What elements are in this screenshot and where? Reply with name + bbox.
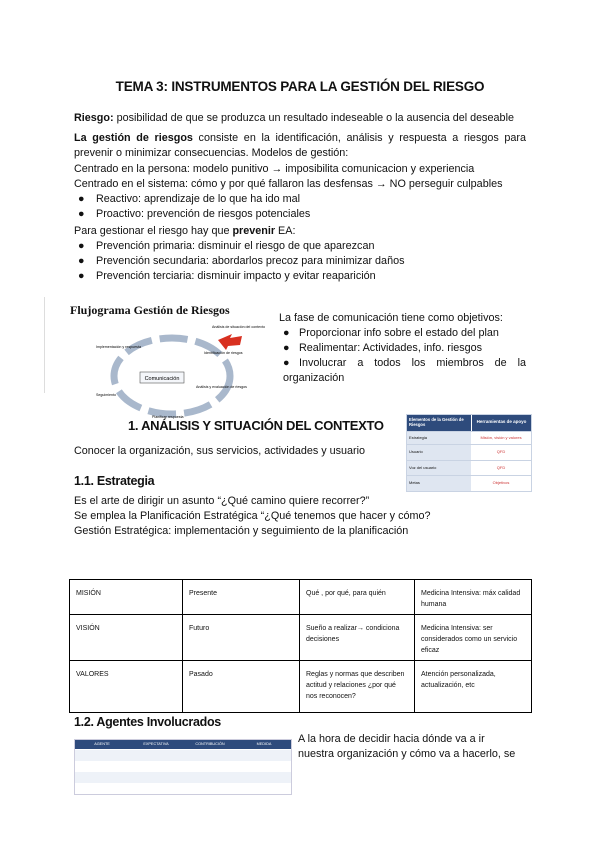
subsection-heading: 1.2. Agentes Involucrados bbox=[74, 715, 221, 729]
tools-table bbox=[406, 414, 532, 492]
list-item: ● Prevención terciaria: disminuir impacto y evitar reaparición bbox=[78, 270, 376, 282]
flujograma-title: Flujograma Gestión de Riesgos bbox=[70, 303, 230, 317]
table-row bbox=[75, 772, 291, 783]
tools-cell: Misión, visión y valores bbox=[480, 435, 522, 440]
agentes-table bbox=[74, 739, 292, 795]
gestion-text: consiste en la identificación, análisis y respuesta a riesgos para prevenir o minimizar consecuencias. Modelos de gestión: bbox=[74, 132, 526, 159]
node-label: Análisis de situación del contexto bbox=[212, 325, 265, 329]
table-cell: Qué , por qué, para quién bbox=[300, 580, 415, 615]
section1-intro: Conocer la organización, sus servicios, actividades y usuario bbox=[74, 445, 366, 457]
table-cell: Presente bbox=[183, 580, 300, 615]
list-item: ● Involucrar a todos los miembros de la organización bbox=[283, 357, 526, 384]
table-cell: Medicina Intensiva: máx calidad humana bbox=[415, 580, 532, 615]
table-row bbox=[70, 580, 532, 615]
estrategia-line: Gestión Estratégica: implementación y seguimiento de la planificación bbox=[74, 525, 409, 537]
subsection-heading: 1.1. Estrategia bbox=[74, 474, 155, 488]
divider bbox=[44, 297, 45, 393]
agentes-header: EXPECTATIVA bbox=[143, 742, 169, 746]
table-cell: VALORES bbox=[70, 661, 183, 713]
page-title: TEMA 3: INSTRUMENTOS PARA LA GESTIÓN DEL RIESGO bbox=[115, 79, 485, 94]
table-cell: VISIÓN bbox=[70, 615, 183, 661]
red-arrow-icon bbox=[218, 334, 242, 350]
table-cell: Sueño a realizar→ condiciona decisiones bbox=[300, 615, 415, 661]
table-cell: Futuro bbox=[183, 615, 300, 661]
tools-cell: Voz del usuario bbox=[407, 461, 471, 475]
node-label: Análisis y evaluación de riesgos bbox=[196, 385, 247, 389]
tools-header: Herramientas de apoyo bbox=[471, 415, 531, 431]
tools-header: Elementos de la Gestión de Riesgos bbox=[407, 415, 471, 431]
comunicacion-intro: La fase de comunicación tiene como objetivos: bbox=[279, 312, 503, 324]
section-heading: 1. ANÁLISIS Y SITUACIÓN DEL CONTEXTO bbox=[128, 418, 384, 433]
gestion-sistema: Centrado en el sistema: cómo y por qué fallaron las desfensas → NO perseguir culpables bbox=[74, 178, 503, 190]
gestion-persona: Centrado en la persona: modelo punitivo → imposibilita comunicacion y experiencia bbox=[74, 163, 475, 175]
node-label: Seguimiento bbox=[96, 393, 116, 397]
table-row bbox=[70, 615, 532, 661]
riesgo-definition bbox=[74, 111, 514, 125]
riesgo-term: Riesgo: bbox=[74, 112, 114, 124]
table-cell: Atención personalizada, actualización, etc bbox=[415, 661, 532, 713]
table-row bbox=[75, 749, 291, 761]
gestion-term: La gestión de riesgos bbox=[74, 132, 193, 144]
node-label: Identificación de riesgos bbox=[204, 351, 243, 355]
table-row bbox=[70, 661, 532, 713]
table-cell: Medicina Intensiva: ser considerados como un servicio eficaz bbox=[415, 615, 532, 661]
table-cell: Pasado bbox=[183, 661, 300, 713]
agentes-text: A la hora de decidir hacia dónde va a ir bbox=[298, 733, 485, 745]
center-label: Comunicación bbox=[144, 376, 180, 382]
table-row bbox=[75, 783, 291, 793]
agentes-header: CONTRIBUCIÓN bbox=[195, 742, 225, 746]
tools-cell: QFD bbox=[496, 465, 506, 470]
flujograma-diagram bbox=[92, 318, 272, 428]
agentes-text: nuestra organización y cómo va a hacerlo, se bbox=[298, 748, 516, 760]
tools-cell: Estrategia bbox=[407, 432, 471, 444]
table-row bbox=[75, 761, 291, 772]
estrategia-line: Se emplea la Planificación Estratégica “¿Qué tenemos que hacer y cómo? bbox=[74, 510, 431, 522]
agentes-header: AGENTE bbox=[94, 742, 110, 746]
list-item: ● Prevención primaria: disminuir el riesgo de que aparezcan bbox=[78, 240, 375, 252]
riesgo-text: posibilidad de que se produzca un resultado indeseable o la ausencia del deseable bbox=[113, 112, 514, 124]
list-item: ● Reactivo: aprendizaje de lo que ha ido mal bbox=[78, 193, 301, 205]
tools-cell: Usuario bbox=[407, 445, 471, 460]
mvv-table bbox=[69, 579, 532, 713]
node-label: Implementación y respuesta bbox=[96, 345, 141, 349]
table-cell: Reglas y normas que describen actitud y relaciones ¿por qué nos reconocen? bbox=[300, 661, 415, 713]
agentes-header: MEDIDA bbox=[256, 742, 272, 746]
tools-cell: Objetivos bbox=[492, 480, 510, 485]
prevenir-intro: Para gestionar el riesgo hay que prevenir EA: bbox=[74, 225, 296, 237]
estrategia-line: Es el arte de dirigir un asunto “¿Qué camino quiere recorrer?” bbox=[74, 495, 370, 507]
tools-cell: QFD bbox=[496, 449, 506, 454]
table-cell: MISIÓN bbox=[70, 580, 183, 615]
gestion-paragraph bbox=[74, 131, 526, 161]
list-item: ● Realimentar: Actividades, info. riesgos bbox=[283, 342, 483, 354]
list-item: ● Proactivo: prevención de riesgos potenciales bbox=[78, 208, 311, 220]
list-item: ● Prevención secundaria: abordarlos precoz para minimizar daños bbox=[78, 255, 405, 267]
tools-cell: Metas bbox=[407, 476, 471, 491]
list-item: ● Proporcionar info sobre el estado del plan bbox=[283, 327, 499, 339]
node-label: Planificar respuesta bbox=[152, 415, 184, 419]
